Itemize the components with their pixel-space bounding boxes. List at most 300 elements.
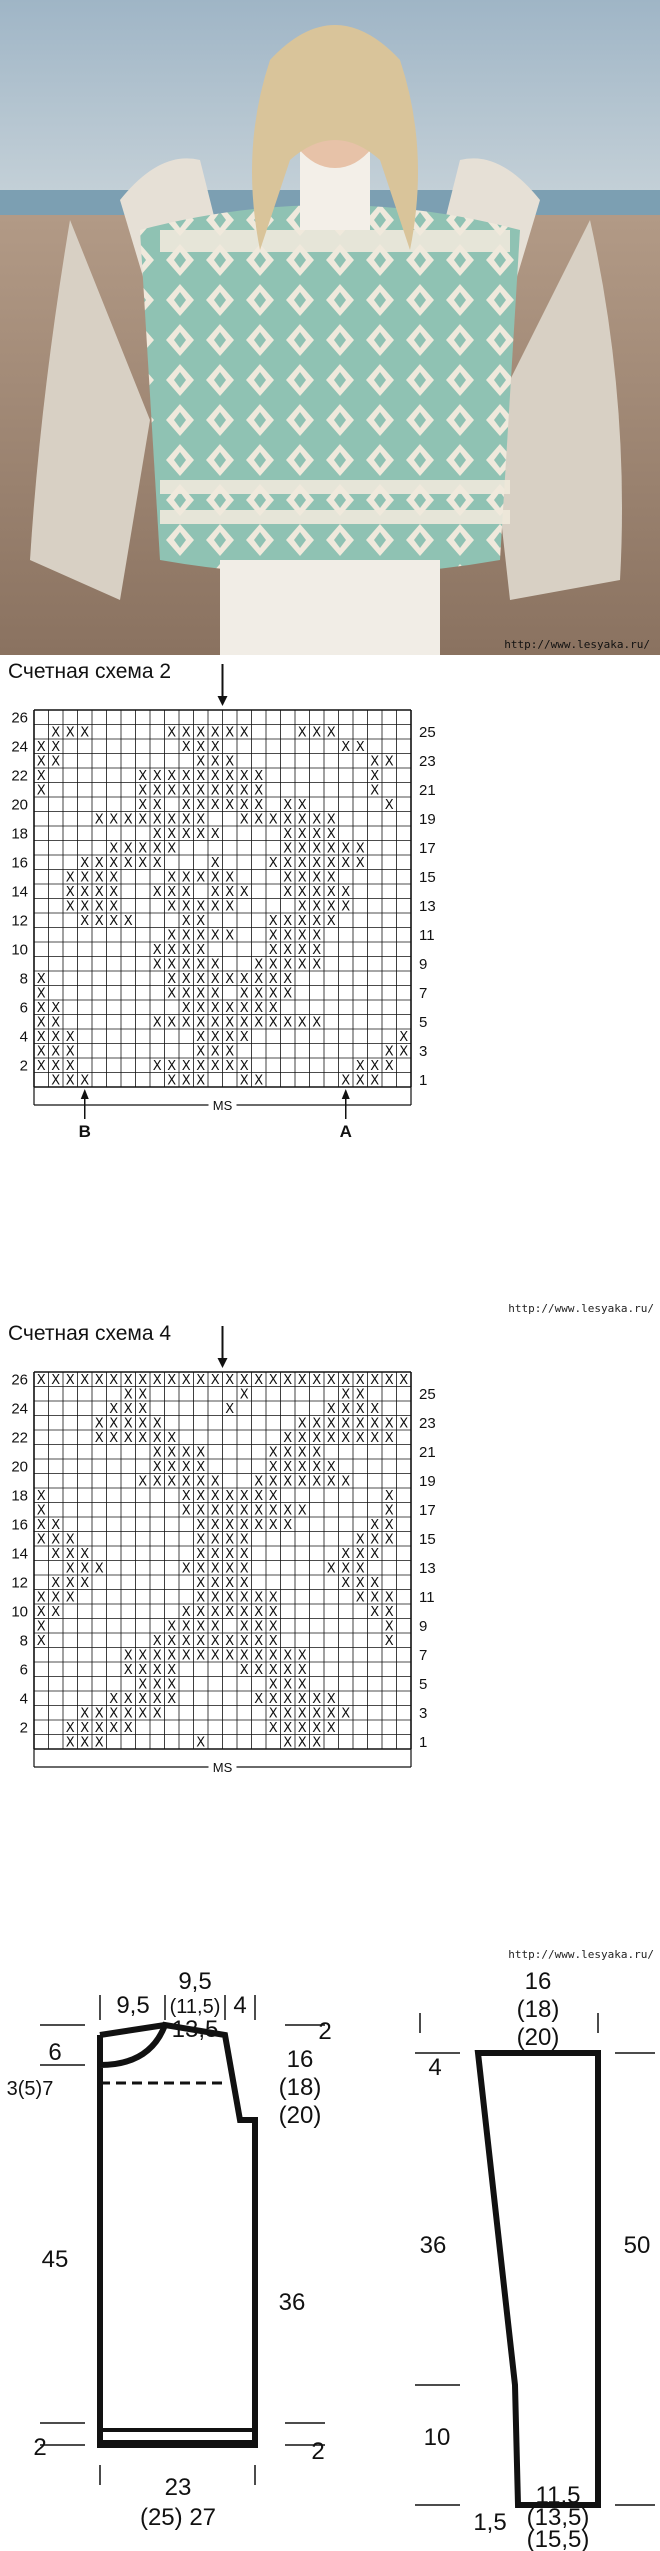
chart-cell-x: X: [283, 870, 293, 886]
chart-cell-x: X: [355, 1547, 365, 1562]
chart-cell-x: X: [384, 1619, 394, 1635]
chart-cell-x: X: [210, 783, 220, 799]
chart-cell-x: X: [297, 1721, 307, 1736]
chart-cell-x: X: [254, 1001, 264, 1016]
chart-cell-x: X: [51, 1518, 61, 1533]
chart-cell-x: X: [51, 1001, 61, 1016]
chart-cell-x: X: [355, 1373, 365, 1388]
chart-cell-x: X: [65, 1721, 75, 1736]
chart-cell-x: X: [36, 1605, 46, 1620]
chart-cell-x: X: [51, 1532, 61, 1548]
chart-cell-x: X: [80, 1547, 90, 1562]
chart-cell-x: X: [312, 928, 322, 944]
chart-cell-x: X: [36, 1030, 46, 1045]
body-top-value-1: 9,5: [178, 1968, 212, 1995]
chart-cell-x: X: [225, 885, 235, 900]
chart-cell-x: X: [312, 812, 322, 828]
chart-cell-x: X: [167, 885, 177, 900]
chart-cell-x: X: [239, 1015, 249, 1031]
body-armhole-3: (20): [278, 2102, 322, 2129]
chart-cell-x: X: [239, 1619, 249, 1635]
chart-cell-x: X: [312, 725, 322, 741]
chart-cell-x: X: [167, 899, 177, 915]
row-label-left: 26: [11, 1371, 28, 1389]
chart-cell-x: X: [384, 1503, 394, 1519]
chart-cell-x: X: [109, 914, 119, 929]
chart-cell-x: X: [181, 1619, 191, 1635]
row-label-right: 23: [419, 753, 436, 770]
chart-cell-x: X: [239, 1663, 249, 1678]
chart-cell-x: X: [370, 1576, 380, 1591]
row-label-left: 26: [11, 709, 28, 727]
chart-cell-x: X: [384, 1590, 394, 1606]
chart-cell-x: X: [254, 957, 264, 973]
chart-cell-x: X: [254, 1073, 264, 1089]
chart-cell-x: X: [80, 899, 90, 915]
body-right-body: 36: [278, 2289, 306, 2316]
chart-cell-x: X: [51, 1576, 61, 1591]
chart-cell-x: X: [297, 1677, 307, 1693]
chart-cell-x: X: [36, 740, 46, 755]
chart-cell-x: X: [210, 856, 220, 871]
chart-cell-x: X: [283, 1663, 293, 1678]
chart-cell-x: X: [326, 827, 336, 842]
row-label-left: 24: [11, 1400, 28, 1418]
row-label-left: 12: [11, 1574, 28, 1592]
chart-cell-x: X: [80, 1561, 90, 1577]
chart-cell-x: X: [181, 1373, 191, 1388]
chart-cell-x: X: [138, 1692, 148, 1707]
chart-cell-x: X: [239, 1503, 249, 1519]
chart-cell-x: X: [225, 1030, 235, 1045]
chart-cell-x: X: [51, 1030, 61, 1045]
chart-cell-x: X: [297, 841, 307, 857]
chart-cell-x: X: [167, 827, 177, 842]
chart-cell-x: X: [210, 769, 220, 784]
chart-cell-x: X: [254, 1634, 264, 1649]
chart-cell-x: X: [80, 856, 90, 871]
row-label-left: 16: [11, 854, 28, 872]
chart-cell-x: X: [181, 1059, 191, 1074]
chart-cell-x: X: [326, 1721, 336, 1736]
chart-cell-x: X: [210, 740, 220, 755]
chart-cell-x: X: [341, 885, 351, 900]
chart-cell-x: X: [239, 1030, 249, 1045]
chart-cell-x: X: [355, 1059, 365, 1074]
chart-cell-x: X: [138, 1648, 148, 1664]
chart-cell-x: X: [254, 1015, 264, 1031]
chart-cell-x: X: [312, 856, 322, 871]
chart-cell-x: X: [210, 725, 220, 741]
chart-cell-x: X: [210, 1590, 220, 1606]
chart-cell-x: X: [109, 1706, 119, 1722]
chart-cell-x: X: [326, 870, 336, 886]
chart-cell-x: X: [297, 1692, 307, 1707]
chart-cell-x: X: [326, 1706, 336, 1722]
chart-cell-x: X: [167, 986, 177, 1002]
chart-cell-x: X: [283, 1735, 293, 1751]
chart-cell-x: X: [225, 1634, 235, 1649]
chart-cell-x: X: [312, 1706, 322, 1722]
chart-cell-x: X: [283, 1474, 293, 1490]
chart-cell-x: X: [196, 1474, 206, 1490]
chart-cell-x: X: [312, 1460, 322, 1475]
chart-cell-x: X: [341, 1416, 351, 1432]
chart-cell-x: X: [65, 1576, 75, 1591]
chart-cell-x: X: [370, 1402, 380, 1417]
chart-cell-x: X: [123, 1373, 133, 1388]
chart-cell-x: X: [65, 1373, 75, 1388]
row-label-right: 1: [419, 1734, 428, 1751]
chart-cell-x: X: [268, 1677, 278, 1693]
chart-cell-x: X: [210, 1030, 220, 1045]
chart4-grid: [0, 1322, 660, 1962]
chart-cell-x: X: [370, 769, 380, 784]
chart-cell-x: X: [225, 972, 235, 987]
chart-cell-x: X: [384, 1416, 394, 1432]
chart-cell-x: X: [181, 725, 191, 741]
chart-cell-x: X: [341, 1474, 351, 1490]
chart-cell-x: X: [152, 1706, 162, 1722]
chart-cell-x: X: [36, 783, 46, 799]
chart-cell-x: X: [196, 798, 206, 813]
chart-cell-x: X: [326, 1474, 336, 1490]
chart-cell-x: X: [181, 1489, 191, 1504]
row-label-right: 7: [419, 1647, 428, 1664]
chart-cell-x: X: [297, 827, 307, 842]
chart-cell-x: X: [312, 885, 322, 900]
chart-cell-x: X: [312, 914, 322, 929]
chart-cell-x: X: [239, 1489, 249, 1504]
row-label-left: 10: [11, 1603, 28, 1621]
body-right-top: 2: [318, 2018, 332, 2045]
chart-cell-x: X: [196, 957, 206, 973]
chart-cell-x: X: [138, 769, 148, 784]
body-top-left: 9,5: [116, 1992, 150, 2019]
chart-cell-x: X: [283, 914, 293, 929]
chart-cell-x: X: [196, 1547, 206, 1562]
chart-cell-x: X: [312, 1416, 322, 1432]
chart-cell-x: X: [138, 856, 148, 871]
chart-cell-x: X: [384, 1605, 394, 1620]
chart-cell-x: X: [239, 1001, 249, 1016]
chart-cell-x: X: [283, 943, 293, 958]
chart-cell-x: X: [268, 812, 278, 828]
chart-cell-x: X: [138, 1402, 148, 1417]
chart-cell-x: X: [355, 1387, 365, 1403]
chart-cell-x: X: [384, 798, 394, 813]
chart-cell-x: X: [384, 754, 394, 770]
chart-cell-x: X: [152, 856, 162, 871]
chart-cell-x: X: [123, 812, 133, 828]
chart-cell-x: X: [36, 754, 46, 770]
chart-cell-x: X: [326, 841, 336, 857]
chart-cell-x: X: [384, 1431, 394, 1446]
chart-cell-x: X: [210, 1561, 220, 1577]
chart-cell-x: X: [254, 798, 264, 813]
chart-cell-x: X: [181, 928, 191, 944]
chart-cell-x: X: [297, 812, 307, 828]
chart-cell-x: X: [51, 1044, 61, 1060]
chart-cell-x: X: [138, 812, 148, 828]
chart-cell-x: X: [196, 740, 206, 755]
chart-cell-x: X: [268, 1692, 278, 1707]
chart-cell-x: X: [181, 827, 191, 842]
row-label-right: 23: [419, 1415, 436, 1432]
chart-cell-x: X: [239, 1561, 249, 1577]
chart-cell-x: X: [94, 899, 104, 915]
chart-cell-x: X: [181, 1445, 191, 1461]
chart-cell-x: X: [196, 1735, 206, 1751]
row-label-left: 4: [19, 1690, 28, 1708]
chart-cell-x: X: [254, 1474, 264, 1490]
chart-cell-x: X: [123, 914, 133, 929]
chart-cell-x: X: [283, 812, 293, 828]
chart-cell-x: X: [123, 1721, 133, 1736]
chart-cell-x: X: [196, 972, 206, 987]
chart-cell-x: X: [109, 812, 119, 828]
chart-cell-x: X: [167, 841, 177, 857]
chart-cell-x: X: [181, 870, 191, 886]
chart-cell-x: X: [268, 1721, 278, 1736]
chart-cell-x: X: [138, 1416, 148, 1432]
chart-cell-x: X: [152, 827, 162, 842]
chart-cell-x: X: [297, 1445, 307, 1461]
chart-cell-x: X: [138, 841, 148, 857]
chart-cell-x: X: [196, 1001, 206, 1016]
chart-cell-x: X: [239, 1518, 249, 1533]
chart4-watermark: http://www.lesyaka.ru/: [508, 1948, 654, 1961]
chart-cell-x: X: [239, 769, 249, 784]
chart-cell-x: X: [326, 1692, 336, 1707]
chart-cell-x: X: [152, 1373, 162, 1388]
chart-cell-x: X: [94, 856, 104, 871]
chart-cell-x: X: [36, 769, 46, 784]
chart-cell-x: X: [370, 1605, 380, 1620]
chart-cell-x: X: [80, 1576, 90, 1591]
chart-cell-x: X: [239, 1648, 249, 1664]
chart-cell-x: X: [312, 841, 322, 857]
chart-cell-x: X: [109, 1721, 119, 1736]
chart-cell-x: X: [254, 1663, 264, 1678]
chart-cell-x: X: [109, 841, 119, 857]
chart-cell-x: X: [225, 1489, 235, 1504]
row-label-left: 4: [19, 1028, 28, 1046]
row-label-left: 8: [19, 1632, 28, 1650]
chart-cell-x: X: [225, 769, 235, 784]
row-label-left: 20: [11, 1458, 28, 1476]
chart-cell-x: X: [297, 1416, 307, 1432]
chart-cell-x: X: [196, 1059, 206, 1074]
chart-cell-x: X: [36, 1532, 46, 1548]
chart-cell-x: X: [399, 1416, 409, 1432]
chart-cell-x: X: [36, 1059, 46, 1074]
chart-cell-x: X: [196, 928, 206, 944]
chart-cell-x: X: [254, 1619, 264, 1635]
chart-cell-x: X: [283, 972, 293, 987]
chart-cell-x: X: [225, 899, 235, 915]
chart-cell-x: X: [210, 1373, 220, 1388]
chart-cell-x: X: [51, 740, 61, 755]
chart-cell-x: X: [268, 943, 278, 958]
chart-cell-x: X: [297, 1735, 307, 1751]
row-label-right: 13: [419, 898, 436, 915]
chart-cell-x: X: [268, 1648, 278, 1664]
chart-cell-x: X: [196, 725, 206, 741]
chart-cell-x: X: [152, 1692, 162, 1707]
chart-cell-x: X: [210, 928, 220, 944]
chart-cell-x: X: [196, 1634, 206, 1649]
chart-cell-x: X: [283, 1431, 293, 1446]
chart-cell-x: X: [384, 1059, 394, 1074]
chart-cell-x: X: [210, 1474, 220, 1490]
chart-cell-x: X: [138, 783, 148, 799]
chart-cell-x: X: [123, 1387, 133, 1403]
chart-cell-x: X: [196, 1518, 206, 1533]
chart-cell-x: X: [167, 1619, 177, 1635]
chart-cell-x: X: [239, 885, 249, 900]
chart-cell-x: X: [312, 1474, 322, 1490]
chart-cell-x: X: [94, 1721, 104, 1736]
chart-cell-x: X: [254, 1503, 264, 1519]
chart-cell-x: X: [152, 1460, 162, 1475]
chart-cell-x: X: [268, 1503, 278, 1519]
chart-cell-x: X: [181, 1634, 191, 1649]
body-bottom-1: 23: [164, 2474, 192, 2501]
chart-cell-x: X: [268, 986, 278, 1002]
chart-cell-x: X: [239, 1073, 249, 1089]
chart-cell-x: X: [123, 856, 133, 871]
row-label-left: 20: [11, 796, 28, 814]
chart-cell-x: X: [312, 1445, 322, 1461]
chart-cell-x: X: [94, 885, 104, 900]
chart-cell-x: X: [268, 1001, 278, 1016]
row-label-right: 17: [419, 1502, 436, 1519]
chart-cell-x: X: [210, 1605, 220, 1620]
marker-b: B: [78, 1122, 91, 1141]
chart-cell-x: X: [355, 1532, 365, 1548]
chart-cell-x: X: [254, 1605, 264, 1620]
chart-cell-x: X: [109, 1373, 119, 1388]
body-left-hem: 2: [33, 2434, 47, 2461]
chart-cell-x: X: [283, 1373, 293, 1388]
body-armhole-1: 16: [286, 2046, 314, 2073]
chart-cell-x: X: [326, 899, 336, 915]
chart-cell-x: X: [225, 798, 235, 813]
chart-cell-x: X: [268, 856, 278, 871]
chart-cell-x: X: [152, 885, 162, 900]
chart-cell-x: X: [210, 957, 220, 973]
row-label-left: 8: [19, 970, 28, 988]
chart-cell-x: X: [254, 812, 264, 828]
body-left-neck: 6: [48, 2039, 62, 2066]
chart-cell-x: X: [167, 928, 177, 944]
chart-cell-x: X: [65, 1073, 75, 1089]
chart-cell-x: X: [283, 1648, 293, 1664]
chart-cell-x: X: [65, 870, 75, 886]
chart-cell-x: X: [181, 769, 191, 784]
chart-cell-x: X: [225, 928, 235, 944]
chart-cell-x: X: [312, 1721, 322, 1736]
chart-cell-x: X: [268, 1445, 278, 1461]
chart-cell-x: X: [210, 986, 220, 1002]
chart-cell-x: X: [109, 870, 119, 886]
chart-cell-x: X: [123, 1416, 133, 1432]
chart-cell-x: X: [152, 1474, 162, 1490]
chart-cell-x: X: [210, 1518, 220, 1533]
chart-cell-x: X: [239, 1059, 249, 1074]
chart-cell-x: X: [326, 914, 336, 929]
chart-cell-x: X: [181, 972, 191, 987]
chart-cell-x: X: [196, 986, 206, 1002]
chart-cell-x: X: [51, 1073, 61, 1089]
chart-cell-x: X: [181, 1073, 191, 1089]
chart-cell-x: X: [239, 1576, 249, 1591]
row-label-right: 25: [419, 724, 436, 741]
chart-cell-x: X: [51, 1059, 61, 1074]
chart-cell-x: X: [283, 827, 293, 842]
row-label-left: 6: [19, 999, 28, 1017]
chart-cell-x: X: [152, 783, 162, 799]
sleeve-bottom-2: (13,5): [526, 2504, 590, 2531]
chart-cell-x: X: [225, 783, 235, 799]
chart-cell-x: X: [268, 1605, 278, 1620]
chart-cell-x: X: [297, 1431, 307, 1446]
chart-cell-x: X: [268, 972, 278, 987]
chart-cell-x: X: [225, 1532, 235, 1548]
chart-cell-x: X: [167, 972, 177, 987]
chart-cell-x: X: [196, 754, 206, 770]
chart-cell-x: X: [239, 783, 249, 799]
chart-cell-x: X: [51, 1373, 61, 1388]
chart-cell-x: X: [181, 943, 191, 958]
chart-cell-x: X: [138, 1387, 148, 1403]
chart-cell-x: X: [283, 1518, 293, 1533]
chart-cell-x: X: [181, 798, 191, 813]
chart-cell-x: X: [239, 1373, 249, 1388]
chart-cell-x: X: [355, 1073, 365, 1089]
chart-cell-x: X: [312, 1735, 322, 1751]
chart-cell-x: X: [181, 885, 191, 900]
chart-cell-x: X: [370, 754, 380, 770]
row-label-right: 1: [419, 1072, 428, 1089]
chart-cell-x: X: [210, 1619, 220, 1635]
row-label-right: 9: [419, 1618, 428, 1635]
chart-cell-x: X: [312, 957, 322, 973]
chart-cell-x: X: [225, 1590, 235, 1606]
ms-label: MS: [212, 1098, 233, 1113]
chart-cell-x: X: [370, 1547, 380, 1562]
row-label-left: 22: [11, 767, 28, 785]
chart-cell-x: X: [283, 841, 293, 857]
chart-cell-x: X: [152, 769, 162, 784]
chart-cell-x: X: [384, 1489, 394, 1504]
chart-cell-x: X: [65, 885, 75, 900]
chart-cell-x: X: [181, 740, 191, 755]
chart-cell-x: X: [196, 1460, 206, 1475]
chart-cell-x: X: [210, 885, 220, 900]
chart-cell-x: X: [152, 1634, 162, 1649]
chart-cell-x: X: [94, 1706, 104, 1722]
chart-cell-x: X: [370, 1590, 380, 1606]
chart-cell-x: X: [65, 1561, 75, 1577]
row-label-right: 7: [419, 985, 428, 1002]
chart-cell-x: X: [210, 1634, 220, 1649]
chart-cell-x: X: [297, 1460, 307, 1475]
chart-cell-x: X: [283, 856, 293, 871]
row-label-right: 9: [419, 956, 428, 973]
chart-cell-x: X: [109, 856, 119, 871]
